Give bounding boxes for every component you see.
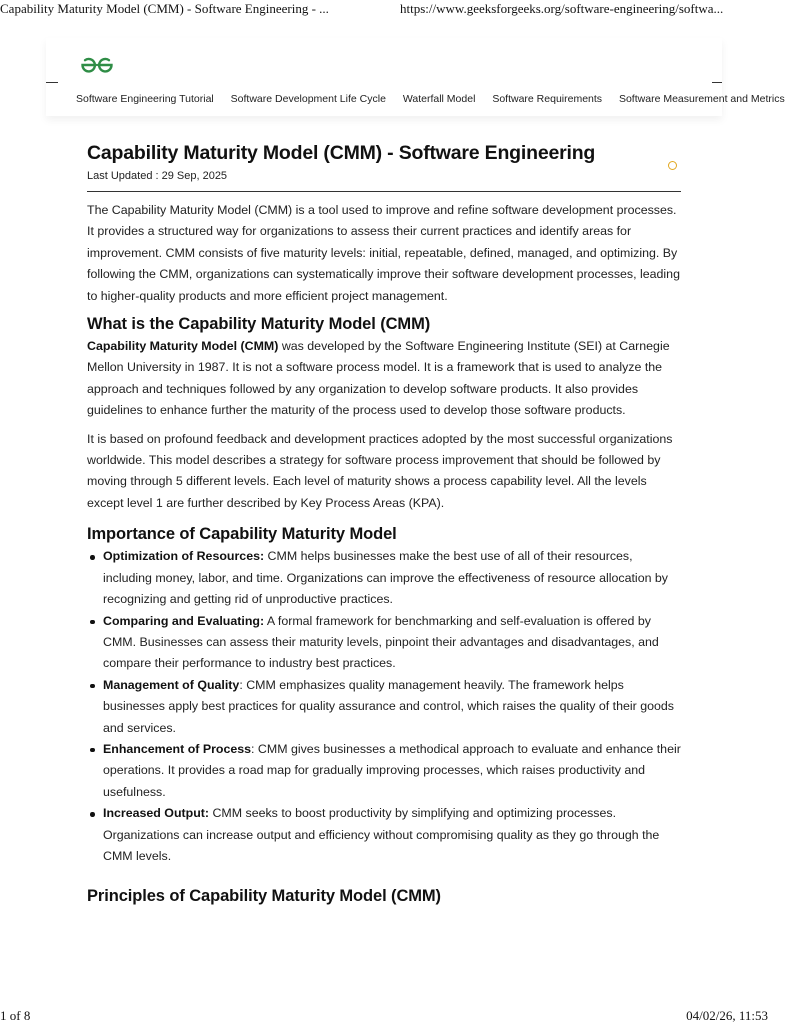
print-footer (0, 1004, 768, 1024)
print-header (0, 0, 768, 18)
list-item (87, 675, 683, 739)
section-heading-what-is-cmm: What is the Capability Maturity Model (CMM) (87, 315, 431, 334)
gfg-logo-icon[interactable] (80, 56, 114, 74)
title-divider (87, 191, 681, 192)
nav-item-software-requirements[interactable]: Software Requirements (492, 93, 603, 105)
cmm-bold-term: Capability Maturity Model (CMM) (87, 339, 279, 354)
list-item-text: A formal framework for benchmarking and self-evaluation is offered by CMM. Businesses can assess their maturity levels, pinpoint their advantages and disadvantages, and compare their performance to industry best practices. (103, 613, 659, 671)
site-header (46, 38, 785, 116)
list-item-text: CMM helps businesses make the best use of all of their resources, including money, labor, and time. Organizations can improve the effectiveness of resource allocation by recognizing and getting rid of unproductive practices. (103, 549, 669, 607)
section1-paragraph-1 (87, 336, 683, 422)
list-item-term: Management of Quality (103, 677, 240, 692)
menu-left-marker (46, 82, 58, 83)
list-item-term: Comparing and Evaluating: (103, 613, 265, 628)
last-updated: Last Updated : 29 Sep, 2025 (87, 170, 228, 182)
list-item-text: : CMM gives businesses a methodical approach to evaluate and enhance their operations. It provides a road map for gradually improving processes, which raises productivity and usefulness. (103, 741, 681, 799)
list-item (87, 546, 683, 610)
topic-nav (76, 93, 785, 109)
list-item-text: CMM seeks to boost productivity by simplifying and optimizing processes. Organizations can increase output and efficiency without compromising quality as they go through the CMM levels. (103, 806, 660, 863)
print-page-url: https://www.geeksforgeeks.org/software-engineering/softwa... (400, 1, 724, 16)
nav-item-waterfall-model[interactable]: Waterfall Model (402, 93, 476, 105)
menu-right-marker (712, 82, 722, 83)
section1-paragraph-2: It is based on profound feedback and development practices adopted by the most successful organizations worldwide. This model describes a strategy for software process improvement that should be followed by moving through 5 different levels. Each level of maturity shows a process capability level. All the levels except level 1 are further described by Key Process Areas (KPA). (87, 431, 673, 510)
print-datetime: 04/02/26, 11:53 (686, 1008, 768, 1023)
list-item (87, 803, 683, 867)
section-heading-principles: Principles of Capability Maturity Model (CMM) (87, 887, 441, 906)
list-item-term: Increased Output: (103, 806, 210, 821)
list-item-term: Optimization of Resources: (103, 549, 265, 564)
nav-item-software-engineering-tutorial[interactable]: Software Engineering Tutorial (76, 93, 214, 105)
nav-item-software-measurement[interactable]: Software Measurement and Metrics (618, 93, 785, 105)
print-page-title: Capability Maturity Model (CMM) - Software Engineering - ... (0, 1, 329, 16)
print-page-number: 1 of 8 (0, 1008, 31, 1023)
list-item (87, 611, 683, 675)
list-item (87, 739, 683, 803)
list-item-term: Enhancement of Process (103, 741, 252, 756)
intro-paragraph: The Capability Maturity Model (CMM) is a tool used to improve and refine software development processes. It provides a structured way for organizations to assess their current practices and identify areas for improvement. CMM consists of five maturity levels: initial, repeatable, defined, managed, and optimizing. By following the CMM, organizations can systematically improve their software development processes, leading to higher-quality products and more efficient project management. (87, 203, 680, 303)
importance-list (87, 546, 683, 867)
list-item-text: : CMM emphasizes quality management heavily. The framework helps businesses apply best practices for quality assurance and control, which raises the quality of their goods and services. (103, 677, 674, 735)
article (87, 140, 683, 907)
section1-paragraph-1-text: was developed by the Software Engineering Institute (SEI) at Carnegie Mellon University in 1987. It is not a software process model. It is a framework that is used to analyze the approach and techniques followed by any organization to develop software products. It also provides guidelines to enhance further the maturity of the process used to develop those software products. (87, 339, 670, 418)
article-title: Capability Maturity Model (CMM) - Software Engineering (87, 142, 596, 164)
section-heading-importance: Importance of Capability Maturity Model (87, 525, 397, 544)
nav-item-sdlc[interactable]: Software Development Life Cycle (230, 93, 386, 105)
